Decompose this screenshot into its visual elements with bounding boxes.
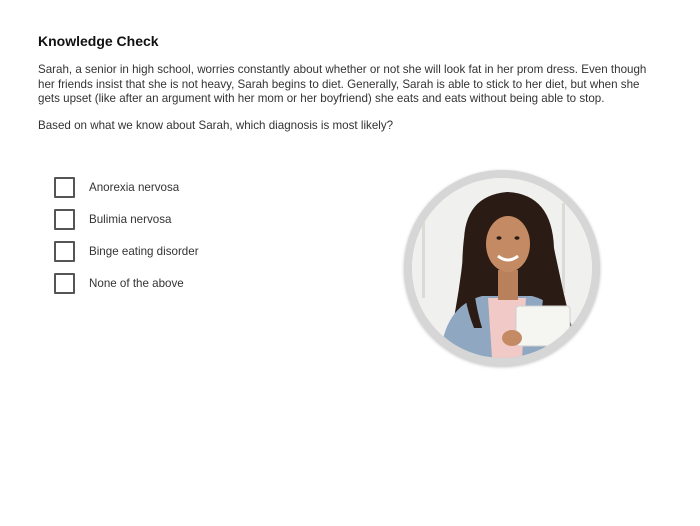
student-illustration — [412, 178, 592, 358]
checkbox[interactable] — [54, 273, 75, 294]
option-label: Binge eating disorder — [89, 245, 199, 259]
option-none[interactable] — [54, 273, 199, 295]
checkbox[interactable] — [54, 241, 75, 262]
checkbox[interactable] — [54, 209, 75, 230]
question-prompt: Based on what we know about Sarah, which diagnosis is most likely? — [38, 119, 394, 132]
scenario-passage: Sarah, a senior in high school, worries constantly about whether or not she will look fat in her prom dress. Even though her friends insist that she is not heavy, Sarah begins to diet. Generally, Sarah is able to stick to her diet, but when she gets upset (like after an argument with her mom or her boyfriend) she eats and eats without being able to stop. — [38, 63, 647, 106]
option-label: Anorexia nervosa — [89, 180, 180, 194]
student-photo-frame — [404, 170, 600, 366]
checkbox[interactable] — [54, 177, 75, 198]
answer-options — [54, 176, 199, 305]
page-title: Knowledge Check — [38, 33, 159, 49]
option-binge-eating[interactable] — [54, 241, 199, 263]
student-photo — [412, 178, 592, 358]
option-anorexia[interactable] — [54, 176, 199, 198]
option-label: Bulimia nervosa — [89, 212, 172, 226]
option-bulimia[interactable] — [54, 208, 199, 230]
option-label: None of the above — [89, 277, 184, 291]
